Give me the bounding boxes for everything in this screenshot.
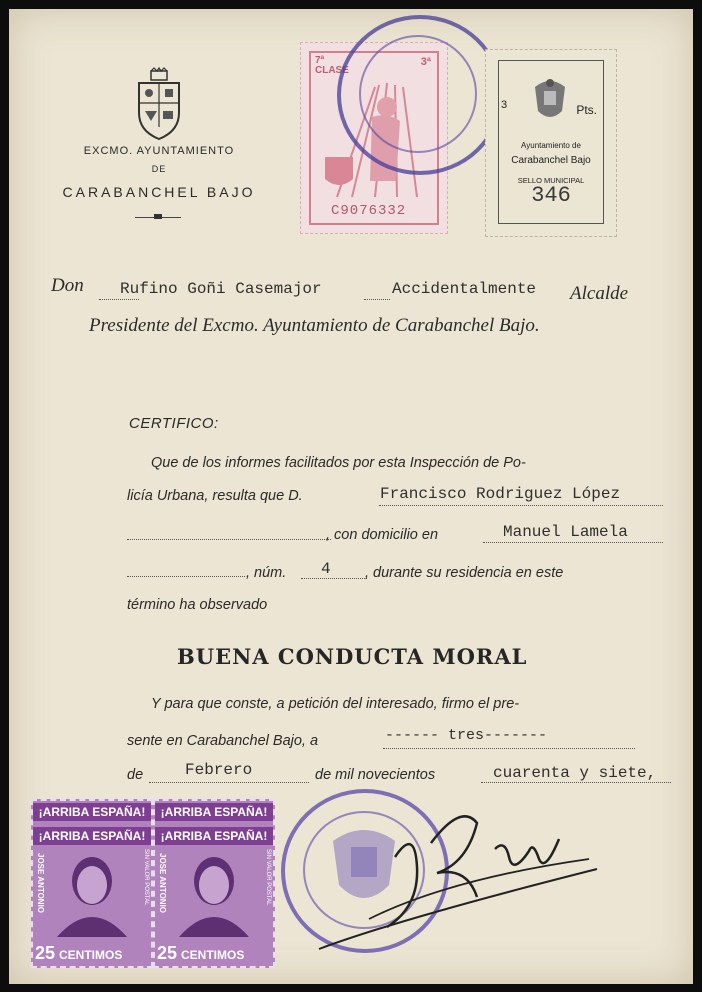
eagle-crest-icon	[531, 77, 569, 121]
stamp-top-text-repeat: ¡ARRIBA ESPAÑA!	[155, 827, 273, 845]
municipal-stamp-currency: Pts.	[576, 103, 597, 117]
dotted-line	[301, 578, 367, 579]
intro-line-2: Presidente del Excmo. Ayuntamiento de Carabanchel Bajo.	[89, 315, 540, 336]
closing-year: cuarenta y siete,	[493, 764, 657, 782]
dotted-line	[127, 576, 245, 577]
stamp-side-right: SIN VALOR POSTAL	[265, 849, 271, 906]
stamp-side-right: SIN VALOR POSTAL	[143, 849, 149, 906]
certificate-heading: BUENA CONDUCTA MORAL	[177, 644, 528, 669]
fiscal-stamp-class: 7ª CLASE	[315, 55, 349, 76]
mayor-role: Accidentalmente	[392, 280, 537, 298]
body-line-2: licía Urbana, resulta que D.	[127, 488, 303, 504]
closing-month: Febrero	[185, 761, 253, 779]
certificate-sheet	[9, 9, 693, 984]
stamp-value: 25	[35, 943, 56, 963]
postage-stamp	[153, 799, 275, 968]
municipal-stamp-line-2: Carabanchel Bajo	[511, 155, 591, 166]
stamp-top-text-repeat: ¡ARRIBA ESPAÑA!	[33, 827, 151, 845]
dotted-line	[379, 505, 663, 506]
fiscal-stamp-serial: C9076332	[331, 203, 407, 219]
dotted-line	[383, 748, 635, 749]
municipal-stamp-amount: 3	[501, 99, 508, 111]
residencia-text: , durante su residencia en este	[365, 565, 564, 581]
num-label: , núm.	[246, 565, 287, 581]
postage-stamp	[31, 799, 153, 968]
stamp-top-text: ¡ARRIBA ESPAÑA!	[155, 803, 273, 821]
fiscal-stamp-value: 3ª	[420, 56, 431, 68]
municipal-stamp-frame	[498, 60, 604, 224]
letterhead-line-3: CARABANCHEL BAJO	[62, 184, 256, 200]
signature-icon	[309, 799, 599, 959]
stamp-side-left: JOSE ANTONIO	[36, 853, 45, 914]
dotted-line	[483, 542, 663, 543]
termino-text: término ha observado	[127, 597, 268, 613]
stamp-unit: CENTIMOS	[181, 948, 245, 962]
body-line-1: Que de los informes facilitados por esta Inspección de Po-	[151, 455, 526, 471]
street-name: Manuel Lamela	[503, 523, 628, 541]
portrait-icon	[47, 847, 137, 937]
subject-name: Francisco Rodriguez López	[380, 485, 621, 503]
municipal-stamp-number: 346	[531, 183, 571, 208]
municipal-stamp	[485, 49, 617, 237]
domicilio-label: , con domicilio en	[326, 527, 439, 543]
letterhead-line-1: EXCMO. AYUNTAMIENTO	[83, 145, 235, 157]
dotted-line	[364, 299, 390, 300]
cancellation-seal-top	[337, 15, 503, 175]
dotted-line	[149, 782, 309, 783]
closing-day: ------ tres-------	[385, 727, 548, 744]
street-number: 4	[321, 560, 331, 578]
closing-mil: de mil novecientos	[315, 767, 436, 783]
closing-line-2: sente en Carabanchel Bajo, a	[127, 733, 319, 749]
stamp-side-left: JOSE ANTONIO	[158, 853, 167, 914]
dotted-line	[99, 299, 139, 300]
coat-of-arms-icon	[129, 67, 189, 143]
closing-de: de	[127, 767, 144, 783]
closing-line-1: Y para que conste, a petición del interesado, firmo el pre-	[151, 696, 520, 712]
letterhead-ornament	[154, 214, 162, 219]
dotted-line	[127, 539, 331, 540]
intro-don: Don	[51, 275, 84, 296]
municipal-stamp-line-3: SELLO MUNICIPAL	[517, 176, 585, 185]
stamp-value: 25	[157, 943, 178, 963]
dotted-line	[481, 782, 671, 783]
stamp-unit: CENTIMOS	[59, 948, 123, 962]
mayor-name: Rufino Goñi Casemajor	[120, 280, 322, 298]
cancellation-seal-inner	[359, 35, 477, 153]
stamp-top-text: ¡ARRIBA ESPAÑA!	[33, 803, 151, 821]
intro-alcalde: Alcalde	[570, 283, 629, 304]
portrait-icon	[169, 847, 259, 937]
certifico-label: CERTIFICO:	[129, 415, 219, 432]
municipal-stamp-line-1: Ayuntamiento de	[521, 141, 581, 150]
letterhead-line-2: DE	[151, 164, 167, 174]
